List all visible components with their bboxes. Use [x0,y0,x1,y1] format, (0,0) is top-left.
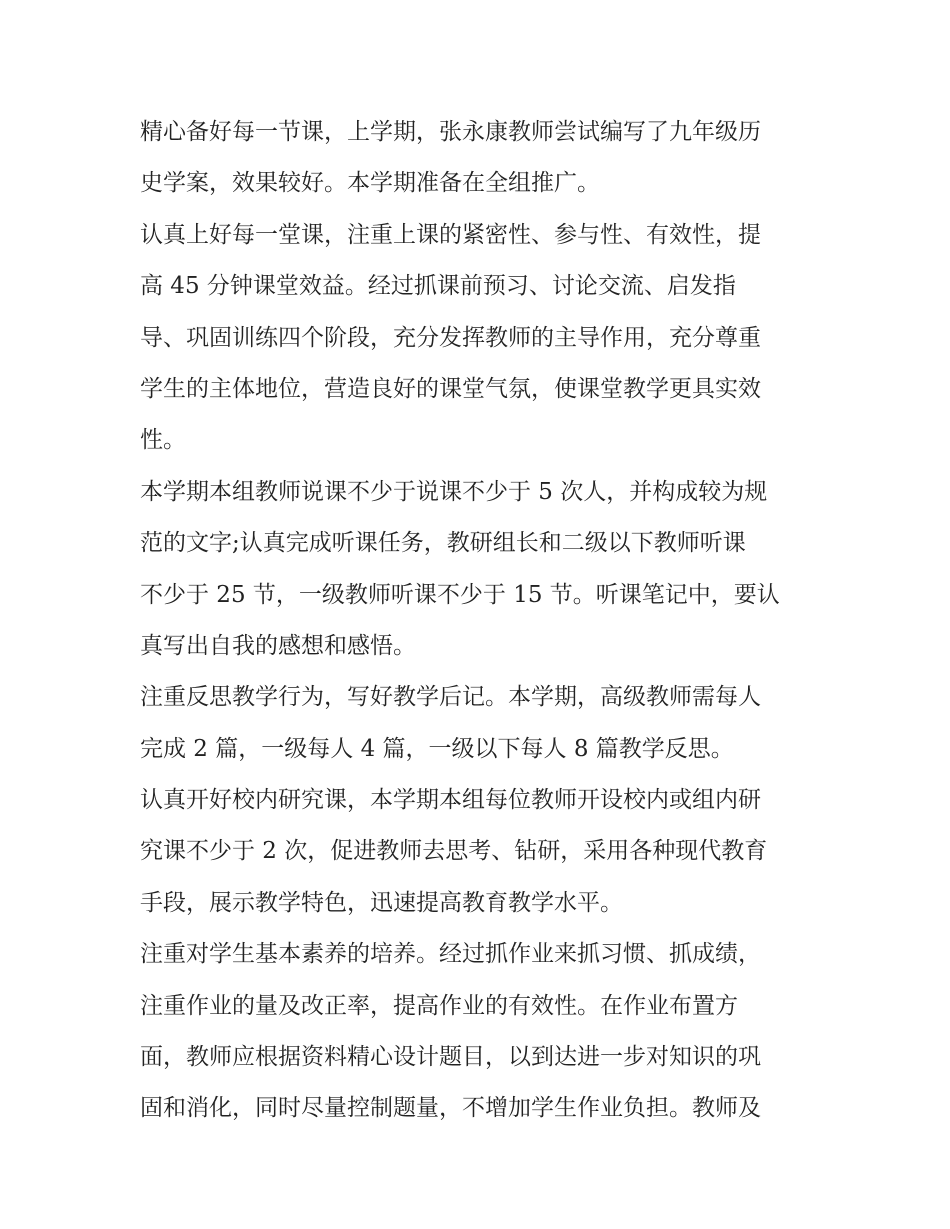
text-line: 完成 2 篇，一级每人 4 篇，一级以下每人 8 篇教学反思。 [140,735,734,762]
text-line: 手段，展示教学特色，迅速提高教育教学水平。 [140,889,623,916]
text-line: 导、巩固训练四个阶段，充分发挥教师的主导作用，充分尊重 [140,324,761,351]
text-line: 本学期本组教师说课不少于说课不少于 5 次人，并构成较为规 [140,478,768,505]
text-line: 注重对学生基本素养的培养。经过抓作业来抓习惯、抓成绩， [140,941,761,968]
document-body [140,107,815,1135]
text-line: 范的文字;认真完成听课任务，教研组长和二级以下教师听课 [140,530,746,557]
text-line: 真写出自我的感想和感悟。 [140,632,416,659]
text-line: 精心备好每一节课，上学期，张永康教师尝试编写了九年级历 [140,119,761,145]
text-line: 注重作业的量及改正率，提高作业的有效性。在作业布置方 [140,992,738,1019]
text-line: 固和消化，同时尽量控制题量，不增加学生作业负担。教师及 [140,1095,761,1122]
text-line: 学生的主体地位，营造良好的课堂气氛，使课堂教学更具实效 [140,375,761,402]
text-line: 性。 [140,427,186,454]
text-line: 面，教师应根据资料精心设计题目，以到达进一步对知识的巩 [140,1044,761,1071]
text-line: 史学案，效果较好。本学期准备在全组推广。 [140,170,600,197]
text-line: 不少于 25 节，一级教师听课不少于 15 节。听课笔记中，要认 [140,581,780,608]
text-line: 高 45 分钟课堂效益。经过抓课前预习、讨论交流、启发指 [140,273,736,300]
text-line: 认真上好每一堂课，注重上课的紧密性、参与性、有效性，提 [140,221,761,248]
text-line: 究课不少于 2 次，促进教师去思考、钻研，采用各种现代教育 [140,838,768,865]
text-line: 注重反思教学行为，写好教学后记。本学期，高级教师需每人 [140,684,761,711]
text-line: 认真开好校内研究课，本学期本组每位教师开设校内或组内研 [140,787,761,814]
